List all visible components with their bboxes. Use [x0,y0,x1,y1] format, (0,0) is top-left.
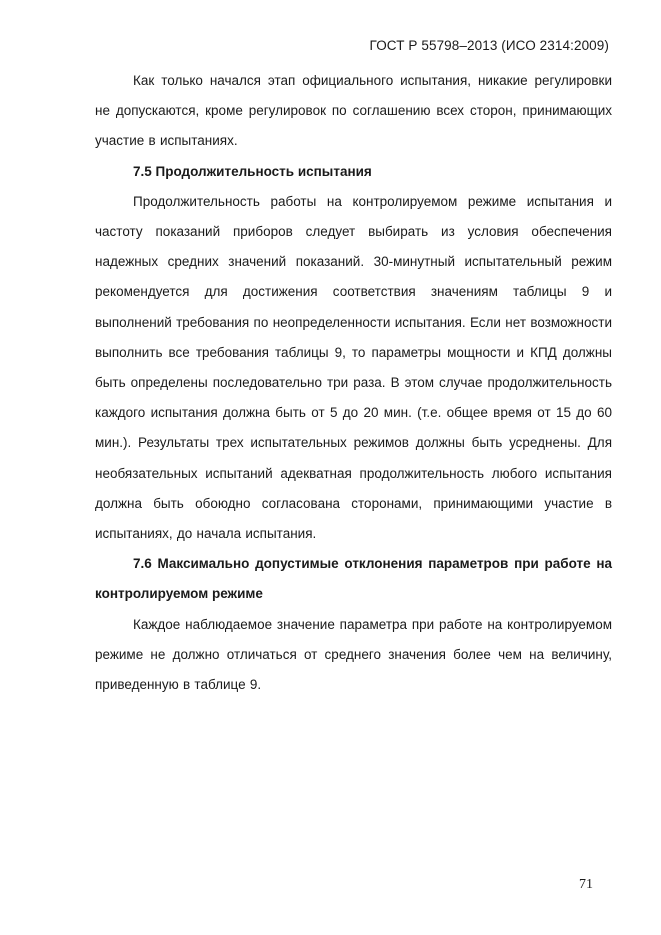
document-header: ГОСТ Р 55798–2013 (ИСО 2314:2009) [369,38,609,53]
paragraph-max-deviation: Каждое наблюдаемое значение параметра при работе на контролируемом режиме не должно отличаться от среднего значения более чем на величину, приведенную в таблице 9. [95,616,612,693]
page-number: 71 [579,877,593,892]
paragraph-test-duration: Продолжительность работы на контролируемом режиме испытания и частоту показаний приборов следует выбирать из условия обеспечения надежных средних значений показаний. 30-минутный испытательный режим рекомендуется для достижения соответствия значениям таблицы 9 и выполнений требования по неопределенности испытания. Если нет возможности выполнить все требования таблицы 9, то параметры мощности и КПД должны быть определены последовательно три раза. В этом случае продолжительность каждого испытания должна быть от 5 до 20 мин. (т.е. общее время от 15 до 60 мин.). Результаты трех испытательных режимов должны быть усреднены. Для необязательных испытаний адекватная продолжительность любого испытания должна быть обоюдно согласована сторонами, принимающими участие в испытаниях, до начала испытания. [95,193,612,542]
page-body [95,66,612,700]
paragraph-official-test-adjustments: Как только начался этап официального испытания, никакие регулировки не допускаются, кроме регулировок по соглашению всех сторон, принимающих участие в испытаниях. [95,73,612,149]
section-heading-7-6: 7.6 Максимально допустимые отклонения параметров при работе на контролируемом режиме [95,556,612,602]
section-heading-7-5: 7.5 Продолжительность испытания [133,163,372,179]
